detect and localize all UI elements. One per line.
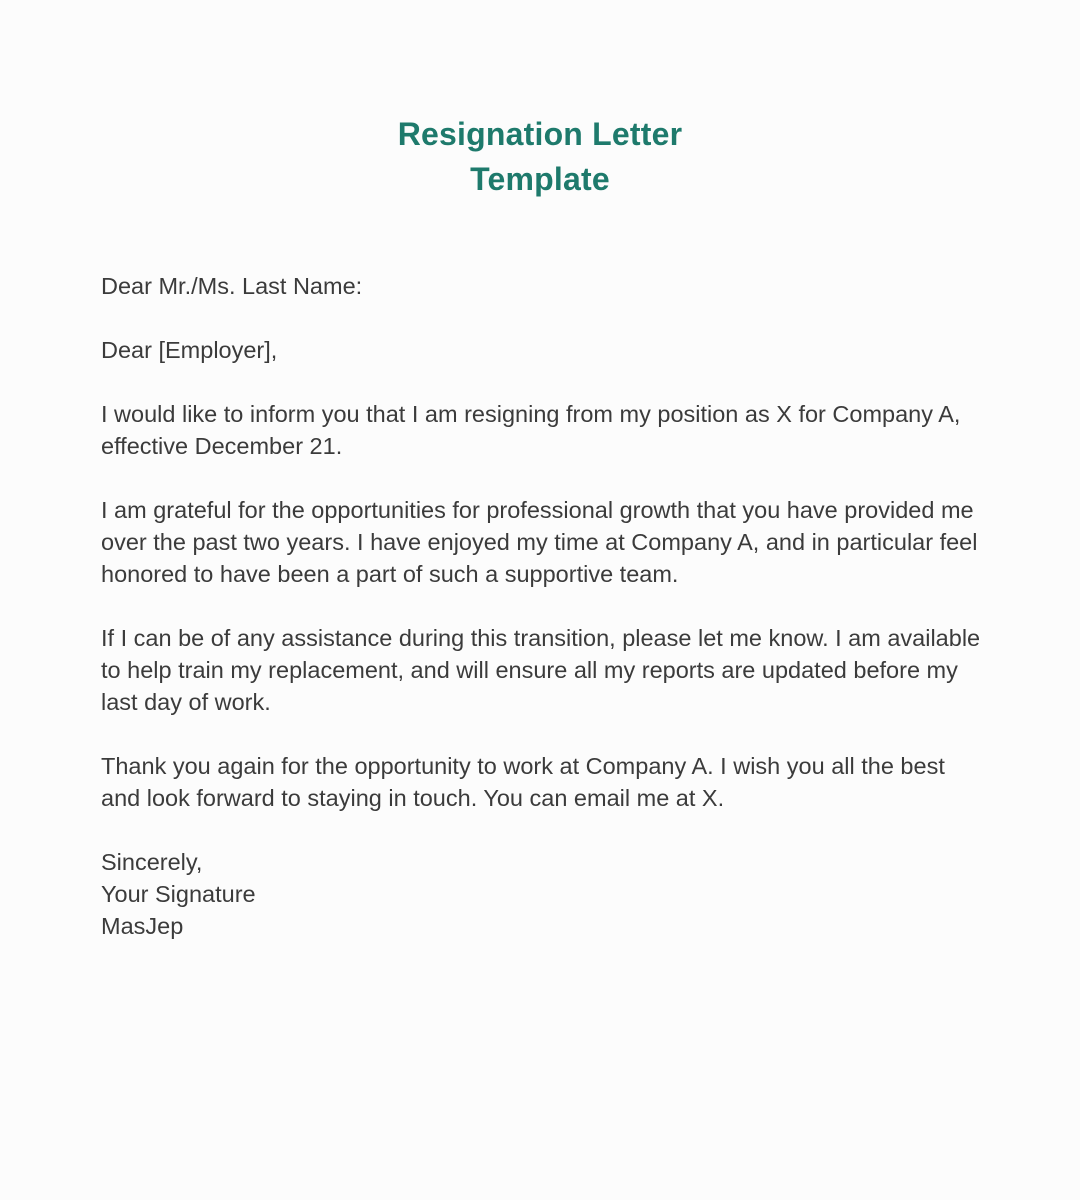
letter-greeting: Dear [Employer], (101, 337, 278, 363)
letter-closing-block (101, 846, 981, 942)
letter-paragraph-1: I would like to inform you that I am resigning from my position as X for Company A, effective December 21. (101, 401, 961, 459)
letter-salutation: Dear Mr./Ms. Last Name: (101, 273, 363, 299)
page-title (0, 112, 1080, 202)
letter-body (101, 270, 981, 942)
letter-paragraph-3: If I can be of any assistance during this transition, please let me know. I am available to help train my replacement, and will ensure all my reports are updated before my last day of work. (101, 625, 981, 715)
letter-signature: Your Signature (101, 881, 256, 907)
letter-paragraph-4: Thank you again for the opportunity to work at Company A. I wish you all the best and look forward to staying in touch. You can email me at X. (101, 753, 945, 811)
title-line-2: Template (470, 161, 610, 197)
letter-closing: Sincerely, (101, 849, 203, 875)
letter-paragraph-2: I am grateful for the opportunities for professional growth that you have provided me over the past two years. I have enjoyed my time at Company A, and in particular feel honored to have been a part of such a supportive team. (101, 497, 978, 587)
letter-sender-name: MasJep (101, 913, 184, 939)
title-line-1: Resignation Letter (397, 116, 683, 152)
